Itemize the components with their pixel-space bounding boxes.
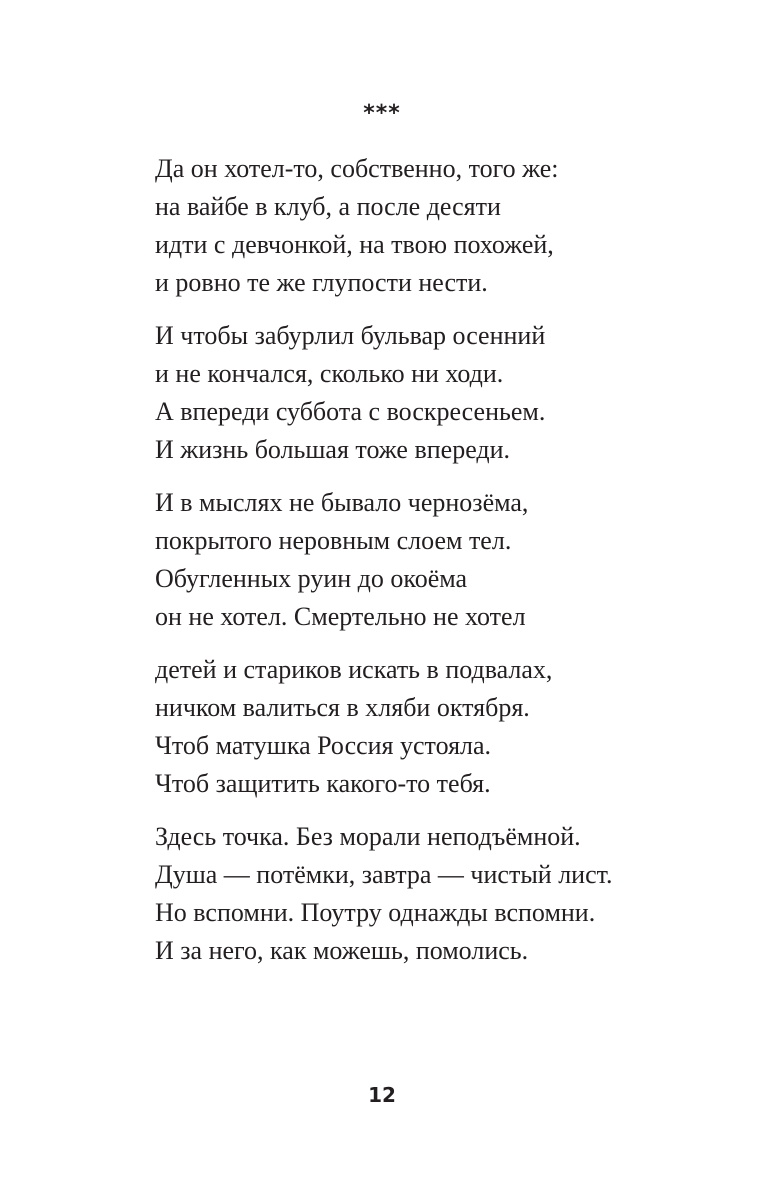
poem-line: Здесь точка. Без морали неподъёмной. bbox=[155, 822, 581, 851]
poem-line: покрытого неровным слоем тел. bbox=[155, 526, 512, 555]
stanza-4 bbox=[155, 651, 715, 803]
poem-line: И чтобы забурлил бульвар осенний bbox=[155, 321, 546, 350]
stanza-3 bbox=[155, 484, 715, 636]
poem-line: Чтоб матушка Россия устояла. bbox=[155, 731, 492, 760]
poem-line: И жизнь большая тоже впереди. bbox=[155, 435, 511, 464]
poem-line: на вайбе в клуб, а после десяти bbox=[155, 192, 501, 221]
poem-line: И в мыслях не бывало чернозёма, bbox=[155, 488, 529, 517]
poem-line: и ровно те же глупости нести. bbox=[155, 268, 488, 297]
poem-line: Чтоб защитить какого-то тебя. bbox=[155, 769, 491, 798]
poem-line: идти с девчонкой, на твою похожей, bbox=[155, 230, 554, 259]
poem-line: он не хотел. Смертельно не хотел bbox=[155, 602, 526, 631]
poem-line: И за него, как можешь, помолись. bbox=[155, 936, 529, 965]
poem-line: Да он хотел-то, собственно, того же: bbox=[155, 154, 559, 183]
stanza-2 bbox=[155, 317, 715, 469]
poem-line: Но вспомни. Поутру однажды вспомни. bbox=[155, 898, 596, 927]
page-number: 12 bbox=[368, 1083, 396, 1107]
poem-line: ничком валиться в хляби октября. bbox=[155, 693, 530, 722]
poem-line: и не кончался, сколько ни ходи. bbox=[155, 359, 504, 388]
stanza-5 bbox=[155, 818, 715, 970]
stanza-1 bbox=[155, 150, 715, 302]
poem-body bbox=[155, 150, 715, 985]
poem-line: Душа — потёмки, завтра — чистый лист. bbox=[155, 860, 613, 889]
poem-line: детей и стариков искать в подвалах, bbox=[155, 655, 553, 684]
poem-line: А впереди суббота с воскресеньем. bbox=[155, 397, 546, 426]
poem-title: *** bbox=[363, 101, 401, 126]
poem-line: Обугленных руин до окоёма bbox=[155, 564, 468, 593]
